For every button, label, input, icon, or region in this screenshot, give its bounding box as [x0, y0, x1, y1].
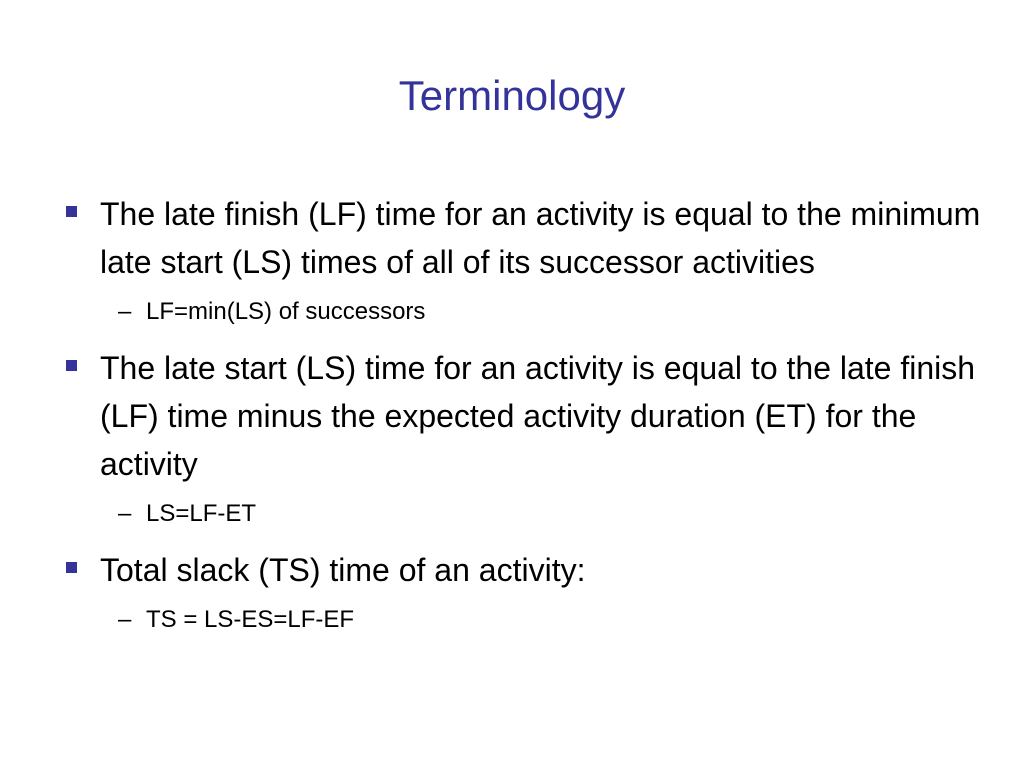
bullet-text-row: [0, 344, 1024, 488]
bullet-text-row: [0, 190, 1024, 286]
dash-marker: –: [118, 298, 132, 325]
bullet-text-row: [0, 546, 1024, 594]
square-bullet-icon: [66, 360, 77, 371]
dash-marker: –: [118, 500, 132, 527]
bullet-list: [0, 190, 1024, 638]
sub-bullet-text: LF=min(LS) of successors: [146, 298, 426, 325]
slide-title: Terminology: [398, 72, 626, 119]
bullet-item: [0, 546, 1024, 638]
bullet-text: The late start (LS) time for an activity is equal to the late finish (LF) time minus the expected activity duration (ET) for the activity: [100, 350, 976, 482]
sub-bullet-text: LS=LF-ET: [146, 500, 257, 527]
sub-bullet-text: TS = LS-ES=LF-EF: [146, 606, 355, 633]
sub-bullet: [0, 294, 1024, 330]
bullet-text: The late finish (LF) time for an activity is equal to the minimum late start (LS) times of all of its successor activities: [100, 196, 981, 280]
sub-bullet: [0, 602, 1024, 638]
sub-bullet: [0, 496, 1024, 532]
bullet-text: Total slack (TS) time of an activity:: [100, 552, 586, 588]
square-bullet-icon: [66, 206, 77, 217]
square-bullet-icon: [66, 562, 77, 573]
dash-marker: –: [118, 606, 132, 633]
bullet-item: [0, 190, 1024, 330]
bullet-item: [0, 344, 1024, 532]
